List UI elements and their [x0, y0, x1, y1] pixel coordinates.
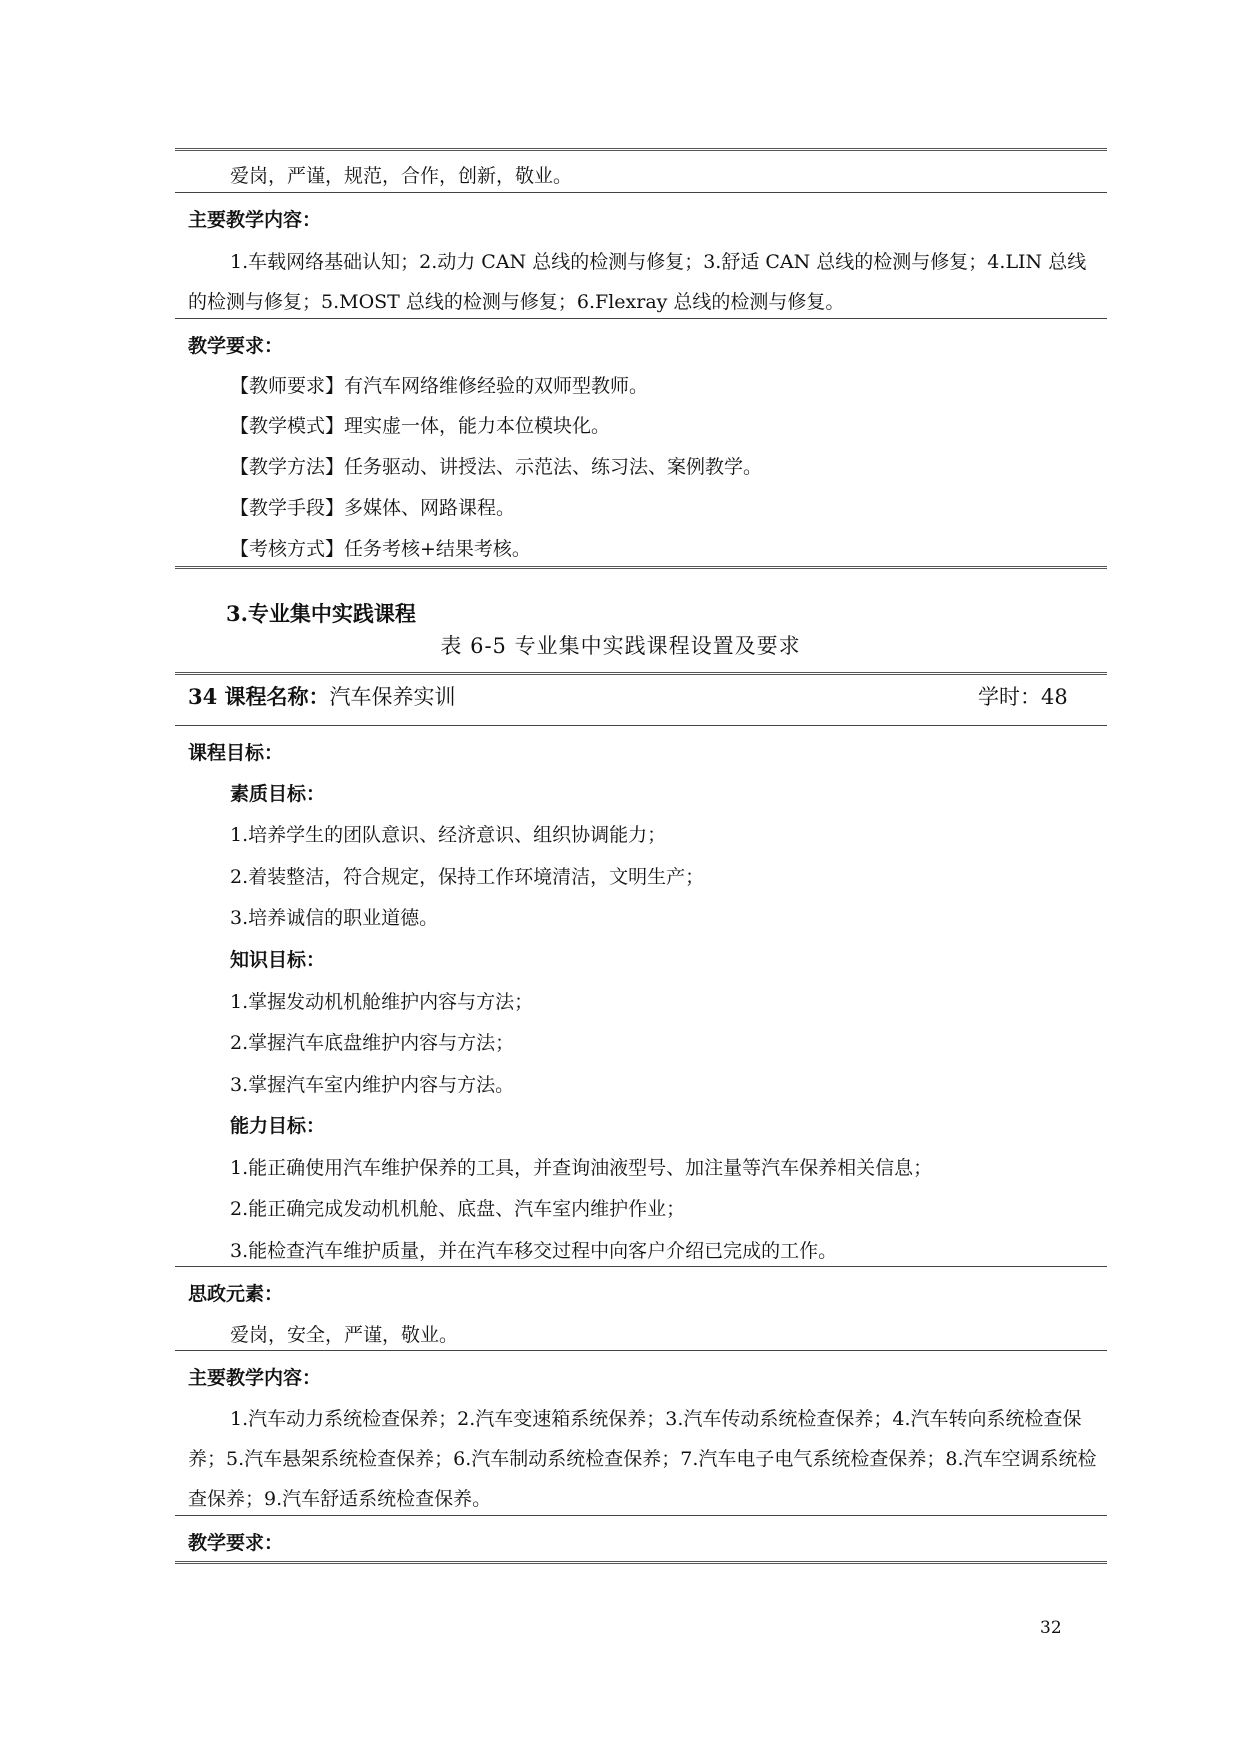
ideology-text: 爱岗，安全，严谨，敬业。: [230, 1324, 459, 1346]
requirements-heading: 教学要求：: [188, 335, 284, 357]
row-divider: [175, 318, 1107, 319]
requirement-item: 【考核方式】任务考核+结果考核。: [230, 538, 531, 560]
course-name-label: 34 课程名称：: [188, 684, 330, 709]
hours-value: 48: [1041, 685, 1068, 709]
requirement-item: 【教师要求】有汽车网络维修经验的双师型教师。: [230, 375, 649, 397]
ideology-heading: 思政元素：: [188, 1283, 284, 1305]
table-bottom-rule: [175, 1561, 1107, 1564]
values-line: 爱岗，严谨，规范，合作，创新，敬业。: [230, 165, 573, 187]
quality-heading: 素质目标：: [230, 783, 326, 805]
hours-label: 学时：: [978, 685, 1041, 709]
requirements-heading: 教学要求：: [188, 1532, 284, 1554]
knowledge-item: 3.掌握汽车室内维护内容与方法。: [230, 1074, 515, 1096]
page-number: 32: [1040, 1618, 1062, 1638]
requirement-item: 【教学手段】多媒体、网路课程。: [230, 497, 516, 519]
knowledge-item: 1.掌握发动机机舱维护内容与方法；: [230, 991, 534, 1013]
quality-item: 1.培养学生的团队意识、经济意识、组织协调能力；: [230, 824, 667, 846]
row-divider: [175, 725, 1107, 726]
ability-heading: 能力目标：: [230, 1115, 326, 1137]
ability-item: 1.能正确使用汽车维护保养的工具，并查询油液型号、加注量等汽车保养相关信息；: [230, 1157, 933, 1179]
course-name-value: 汽车保养实训: [329, 685, 456, 709]
ability-item: 2.能正确完成发动机机舱、底盘、汽车室内维护作业；: [230, 1198, 686, 1220]
section-title: 3.专业集中实践课程: [226, 601, 416, 626]
table-bottom-rule: [175, 566, 1107, 569]
ability-item: 3.能检查汽车维护质量，并在汽车移交过程中向客户介绍已完成的工作。: [230, 1240, 838, 1262]
table-top-rule: [175, 148, 1107, 151]
quality-item: 2.着装整洁，符合规定，保持工作环境清洁，文明生产；: [230, 866, 705, 888]
course-hours: [978, 681, 1068, 711]
table-top-rule: [175, 672, 1107, 675]
table-caption: 表 6-5 专业集中实践课程设置及要求: [440, 634, 801, 658]
row-divider: [175, 1350, 1107, 1351]
main-content-text: 1.汽车动力系统检查保养；2.汽车变速箱系统保养；3.汽车传动系统检查保养；4.汽车转向系统检查保养；5.汽车悬架系统检查保养；6.汽车制动系统检查保养；7.汽车电子电气系统检查保养；8.汽车空调系统检查保养；9.汽车舒适系统检查保养。: [188, 1408, 1097, 1510]
row-divider: [175, 192, 1107, 193]
requirement-item: 【教学方法】任务驱动、讲授法、示范法、练习法、案例教学。: [230, 456, 763, 478]
row-divider: [175, 1515, 1107, 1516]
main-content-heading: 主要教学内容：: [188, 1367, 322, 1389]
row-divider: [175, 1266, 1107, 1267]
knowledge-item: 2.掌握汽车底盘维护内容与方法；: [230, 1032, 515, 1054]
goals-heading: 课程目标：: [188, 742, 284, 764]
main-content-text: 1.车载网络基础认知；2.动力 CAN 总线的检测与修复；3.舒适 CAN 总线的检测与修复；4.LIN 总线的检测与修复；5.MOST 总线的检测与修复；6.Flexray 总线的检测与修复。: [188, 251, 1087, 313]
quality-item: 3.培养诚信的职业道德。: [230, 907, 439, 929]
knowledge-heading: 知识目标：: [230, 949, 326, 971]
main-content-heading: 主要教学内容：: [188, 209, 322, 231]
course-name: [188, 681, 456, 711]
requirement-item: 【教学模式】理实虚一体，能力本位模块化。: [230, 415, 611, 437]
